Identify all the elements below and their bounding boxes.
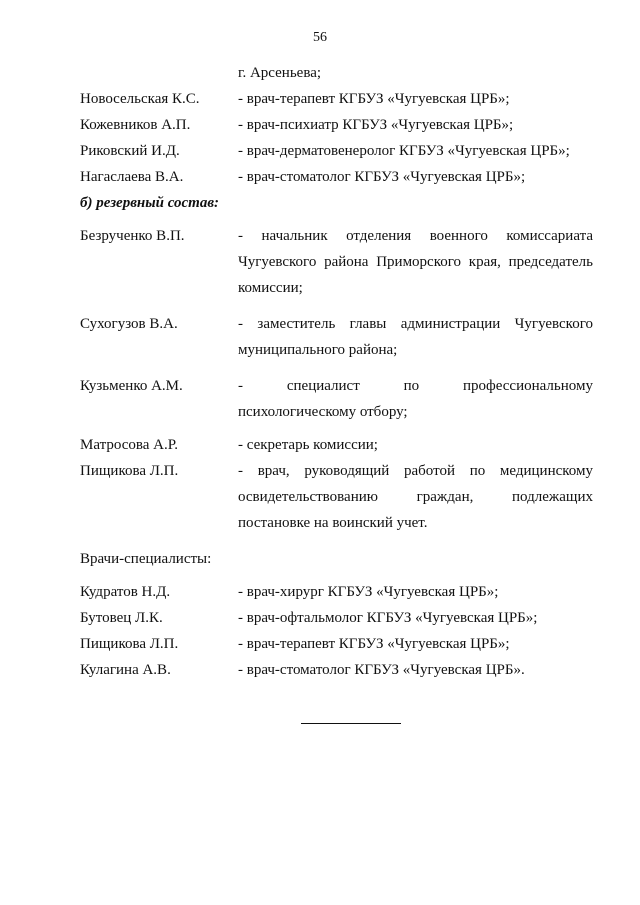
member-role: - врач-хирург КГБУЗ «Чугуевская ЦРБ»; <box>238 584 499 600</box>
member-name: Безрученко В.П. <box>80 228 185 244</box>
member-role: - врач-стоматолог КГБУЗ «Чугуевская ЦРБ». <box>238 662 525 678</box>
member-role <box>238 373 593 425</box>
role-line: освидетельствованию граждан, подлежащих <box>238 489 593 505</box>
member-role: - врач-стоматолог КГБУЗ «Чугуевская ЦРБ»; <box>238 169 526 185</box>
member-role: - врач-терапевт КГБУЗ «Чугуевская ЦРБ»; <box>238 91 510 107</box>
role-line: психологическому отбору; <box>238 404 408 420</box>
member-name: Бутовец Л.К. <box>80 610 163 626</box>
list-item <box>80 138 593 164</box>
member-role: - секретарь комиссии; <box>238 437 378 453</box>
member-name: Пищикова Л.П. <box>80 636 179 652</box>
member-role <box>238 458 593 536</box>
list-item <box>80 223 593 301</box>
role-line: муниципального района; <box>238 342 398 358</box>
member-name <box>80 60 238 86</box>
list-item <box>80 657 593 683</box>
member-name: Риковский И.Д. <box>80 143 180 159</box>
member-role: - врач-офтальмолог КГБУЗ «Чугуевская ЦРБ»; <box>238 610 538 626</box>
member-role <box>238 311 593 363</box>
member-role: - врач-дерматовенеролог КГБУЗ «Чугуевская ЦРБ»; <box>238 143 570 159</box>
role-line: - врач, руководящий работой по медицинскому <box>238 463 593 479</box>
list-item <box>80 311 593 363</box>
list-item <box>80 60 593 86</box>
document-body <box>80 60 593 683</box>
list-item <box>80 112 593 138</box>
member-role: г. Арсеньева; <box>238 65 322 81</box>
role-line: - начальник отделения военного комиссариата <box>238 228 593 244</box>
member-name: Сухогузов В.А. <box>80 316 178 332</box>
member-name: Кузьменко А.М. <box>80 378 183 394</box>
member-role: - врач-терапевт КГБУЗ «Чугуевская ЦРБ»; <box>238 636 510 652</box>
list-item <box>80 605 593 631</box>
role-line: комиссии; <box>238 280 303 296</box>
closing-rule <box>301 723 401 724</box>
role-line: Чугуевского района Приморского края, председатель <box>238 254 593 270</box>
member-name: Кудратов Н.Д. <box>80 584 171 600</box>
member-role: - врач-психиатр КГБУЗ «Чугуевская ЦРБ»; <box>238 117 514 133</box>
member-name: Новосельская К.С. <box>80 91 200 107</box>
member-name: Нагаслаева В.А. <box>80 169 184 185</box>
member-name: Пищикова Л.П. <box>80 463 179 479</box>
role-line: - заместитель главы администрации Чугуевского <box>238 316 593 332</box>
role-line: - специалист по профессиональному <box>238 378 593 394</box>
member-name: Кулагина А.В. <box>80 662 171 678</box>
role-line: постановке на воинский учет. <box>238 515 428 531</box>
section-title-specialists: Врачи-специалисты: <box>80 551 212 567</box>
list-item <box>80 86 593 112</box>
list-item <box>80 164 593 190</box>
list-item <box>80 458 593 536</box>
list-item <box>80 373 593 425</box>
member-role <box>238 223 593 301</box>
section-title-reserve: б) резервный состав: <box>80 195 220 211</box>
page-number: 56 <box>313 30 327 45</box>
list-item <box>80 432 593 458</box>
member-name: Кожевников А.П. <box>80 117 191 133</box>
member-name: Матросова А.Р. <box>80 437 178 453</box>
list-item <box>80 631 593 657</box>
list-item <box>80 579 593 605</box>
